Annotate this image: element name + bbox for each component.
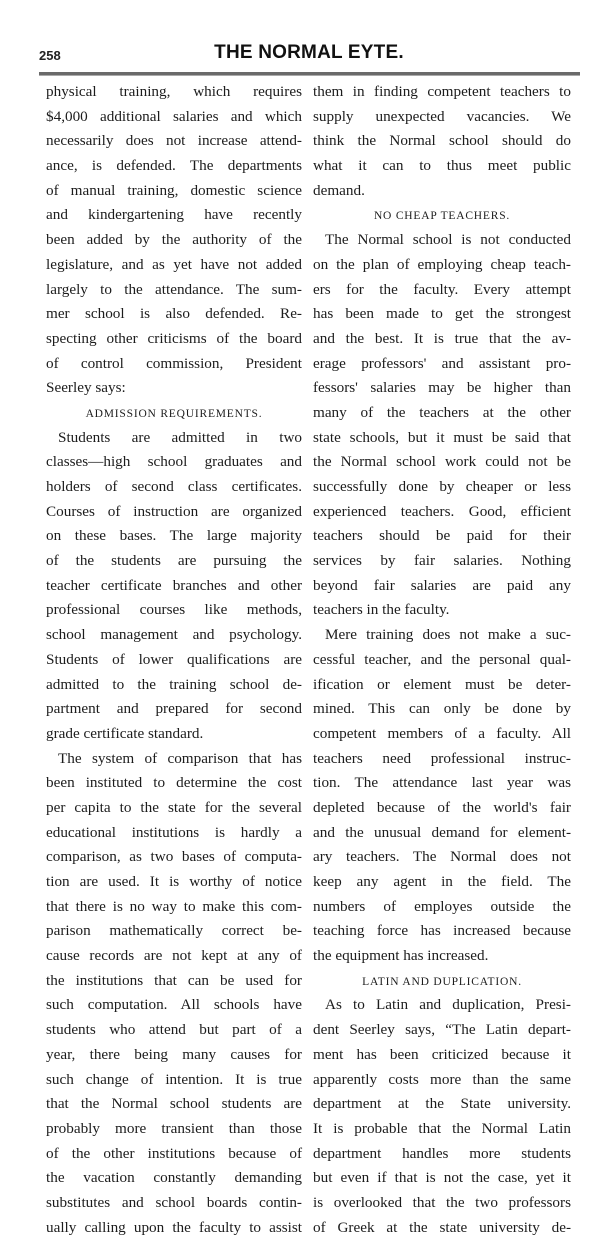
text-line: beyond fair salaries are paid any <box>313 576 571 594</box>
page-number: 258 <box>39 48 61 63</box>
text-line: and kindergartening have recently <box>46 206 302 224</box>
text-line: keep any agent in the field. The <box>313 873 571 890</box>
text-line: per capita to the state for the several <box>46 798 302 816</box>
text-line: and the unusual demand for element- <box>313 823 571 841</box>
text-line: $4,000 additional salaries and which <box>46 107 302 125</box>
text-line: numbers of employes outside the <box>313 897 571 915</box>
text-line: such computation. All schools have <box>46 996 302 1014</box>
text-line: Students of lower qualifications are <box>46 650 302 668</box>
section-heading: LATIN AND DUPLICATION. <box>362 975 522 988</box>
text-line: state schools, but it must be said that <box>313 428 571 446</box>
text-line: mined. This can only be done by <box>313 700 571 718</box>
text-line: ification or element must be deter- <box>313 675 571 693</box>
text-line: that the Normal school students are <box>46 1095 302 1113</box>
text-line: ers for the faculty. Every attempt <box>313 280 571 298</box>
text-line: classes—high school graduates and <box>46 453 302 471</box>
text-line: demand. <box>313 181 365 199</box>
text-line: largely to the attendance. The sum- <box>46 280 302 298</box>
text-line: cessful teacher, and the personal qual- <box>313 650 571 668</box>
text-line: services by fair salaries. Nothing <box>313 552 571 570</box>
text-line: grade certificate standard. <box>46 724 204 742</box>
text-line: competent members of a faculty. All <box>313 724 571 742</box>
text-line: Courses of instruction are organized <box>46 502 302 520</box>
text-line: the equipment has increased. <box>313 947 489 965</box>
text-line: comparison, as two bases of computa- <box>46 848 302 866</box>
text-line: cause records are not kept at any of <box>46 947 302 965</box>
text-line: depleted because of the world's fair <box>313 798 571 816</box>
text-line: teaching force has increased because <box>313 922 571 940</box>
text-line: apparently costs more than the same <box>313 1070 571 1088</box>
text-line: ary teachers. The Normal does not <box>313 848 571 866</box>
text-line: ance, is defended. The departments <box>46 157 302 175</box>
text-line: is overlooked that the two professors <box>313 1193 571 1211</box>
text-line: been added by the authority of the <box>46 231 302 249</box>
text-line: substitutes and school boards contin- <box>46 1193 302 1211</box>
text-line: the Normal school work could not be <box>313 453 571 471</box>
text-line: supply unexpected vacancies. We <box>313 107 571 125</box>
text-line: think the Normal school should do <box>313 132 571 150</box>
section-heading: NO CHEAP TEACHERS. <box>373 210 511 223</box>
text-line: ment has been criticized because it <box>313 1045 571 1063</box>
text-line: department handles more students <box>313 1144 571 1162</box>
text-line: many of the teachers at the other <box>313 403 571 421</box>
text-line: parison mathematically correct be- <box>46 922 302 940</box>
text-line: department at the State university. <box>313 1095 571 1113</box>
text-line: teachers should be paid for their <box>313 527 571 545</box>
text-line: tion. The attendance last year was <box>313 774 571 792</box>
text-line: Mere training does not make a suc- <box>325 626 571 644</box>
text-line: of the students are pursuing the <box>46 552 302 570</box>
text-line: mer school is also defended. Re- <box>46 305 302 323</box>
text-line: such change of intention. It is true <box>46 1070 302 1088</box>
text-line: experienced teachers. Good, efficient <box>313 502 571 520</box>
running-title: THE NORMAL EYTE. <box>214 42 404 63</box>
right-column <box>313 80 571 1240</box>
text-line: partment and prepared for second <box>46 700 302 718</box>
text-line: legislature, and as yet have not added <box>46 255 302 273</box>
text-line: that there is no way to make this com- <box>46 897 302 915</box>
text-line: but even if that is not the case, yet it <box>313 1169 571 1187</box>
text-line: successfully done by cheaper or less <box>313 478 571 495</box>
page-header <box>39 42 579 68</box>
text-line: what it can to thus meet public <box>313 157 571 175</box>
text-line: probably more transient than those <box>46 1119 302 1137</box>
text-line: specting other criticisms of the board <box>46 329 302 347</box>
text-line: the vacation constantly demanding <box>46 1169 302 1187</box>
text-line: tion are used. It is worthy of notice <box>46 873 302 890</box>
text-line: them in finding competent teachers to <box>313 83 571 100</box>
text-line: been instituted to determine the cost <box>46 774 302 792</box>
text-line: on these bases. The large majority <box>46 527 302 545</box>
text-line: year, there being many causes for <box>46 1045 302 1063</box>
header-rule <box>39 72 580 76</box>
text-line: professional courses like methods, <box>46 601 302 619</box>
text-line: Students are admitted in two <box>58 428 302 446</box>
text-line: As to Latin and duplication, Presi- <box>325 996 571 1014</box>
text-line: teachers in the faculty. <box>313 601 450 619</box>
text-line: and the best. It is true that the av- <box>313 329 571 347</box>
text-line: The Normal school is not conducted <box>325 231 571 249</box>
text-line: of control commission, President <box>46 354 302 372</box>
text-line: ually calling upon the faculty to assist <box>46 1218 302 1236</box>
text-line: fessors' salaries may be higher than <box>313 379 571 397</box>
text-line: school management and psychology. <box>46 626 302 644</box>
text-line: Seerley says: <box>46 379 126 397</box>
text-line: erage professors' and assistant pro- <box>313 354 571 372</box>
text-line: students who attend but part of a <box>46 1021 302 1039</box>
text-line: dent Seerley says, “The Latin depart- <box>313 1021 571 1039</box>
text-line: on the plan of employing cheap teach- <box>313 255 571 273</box>
text-line: teachers need professional instruc- <box>313 749 571 767</box>
text-line: of the other institutions because of <box>46 1144 302 1162</box>
section-heading: ADMISSION REQUIREMENTS. <box>85 407 263 420</box>
text-line: has been made to get the strongest <box>313 305 571 323</box>
text-line: of manual training, domestic science <box>46 181 302 199</box>
text-line: holders of second class certificates. <box>46 478 302 495</box>
text-line: The system of comparison that has <box>58 749 302 767</box>
text-line: physical training, which requires <box>46 83 302 100</box>
left-column <box>46 80 302 1240</box>
text-line: admitted to the training school de- <box>46 675 302 693</box>
text-line: teacher certificate branches and other <box>46 576 302 594</box>
text-line: educational institutions is hardly a <box>46 823 302 841</box>
text-line: It is probable that the Normal Latin <box>313 1119 571 1137</box>
text-line: of Greek at the state university de- <box>313 1218 571 1236</box>
text-line: necessarily does not increase attend- <box>46 132 302 150</box>
text-line: the institutions that can be used for <box>46 971 302 989</box>
